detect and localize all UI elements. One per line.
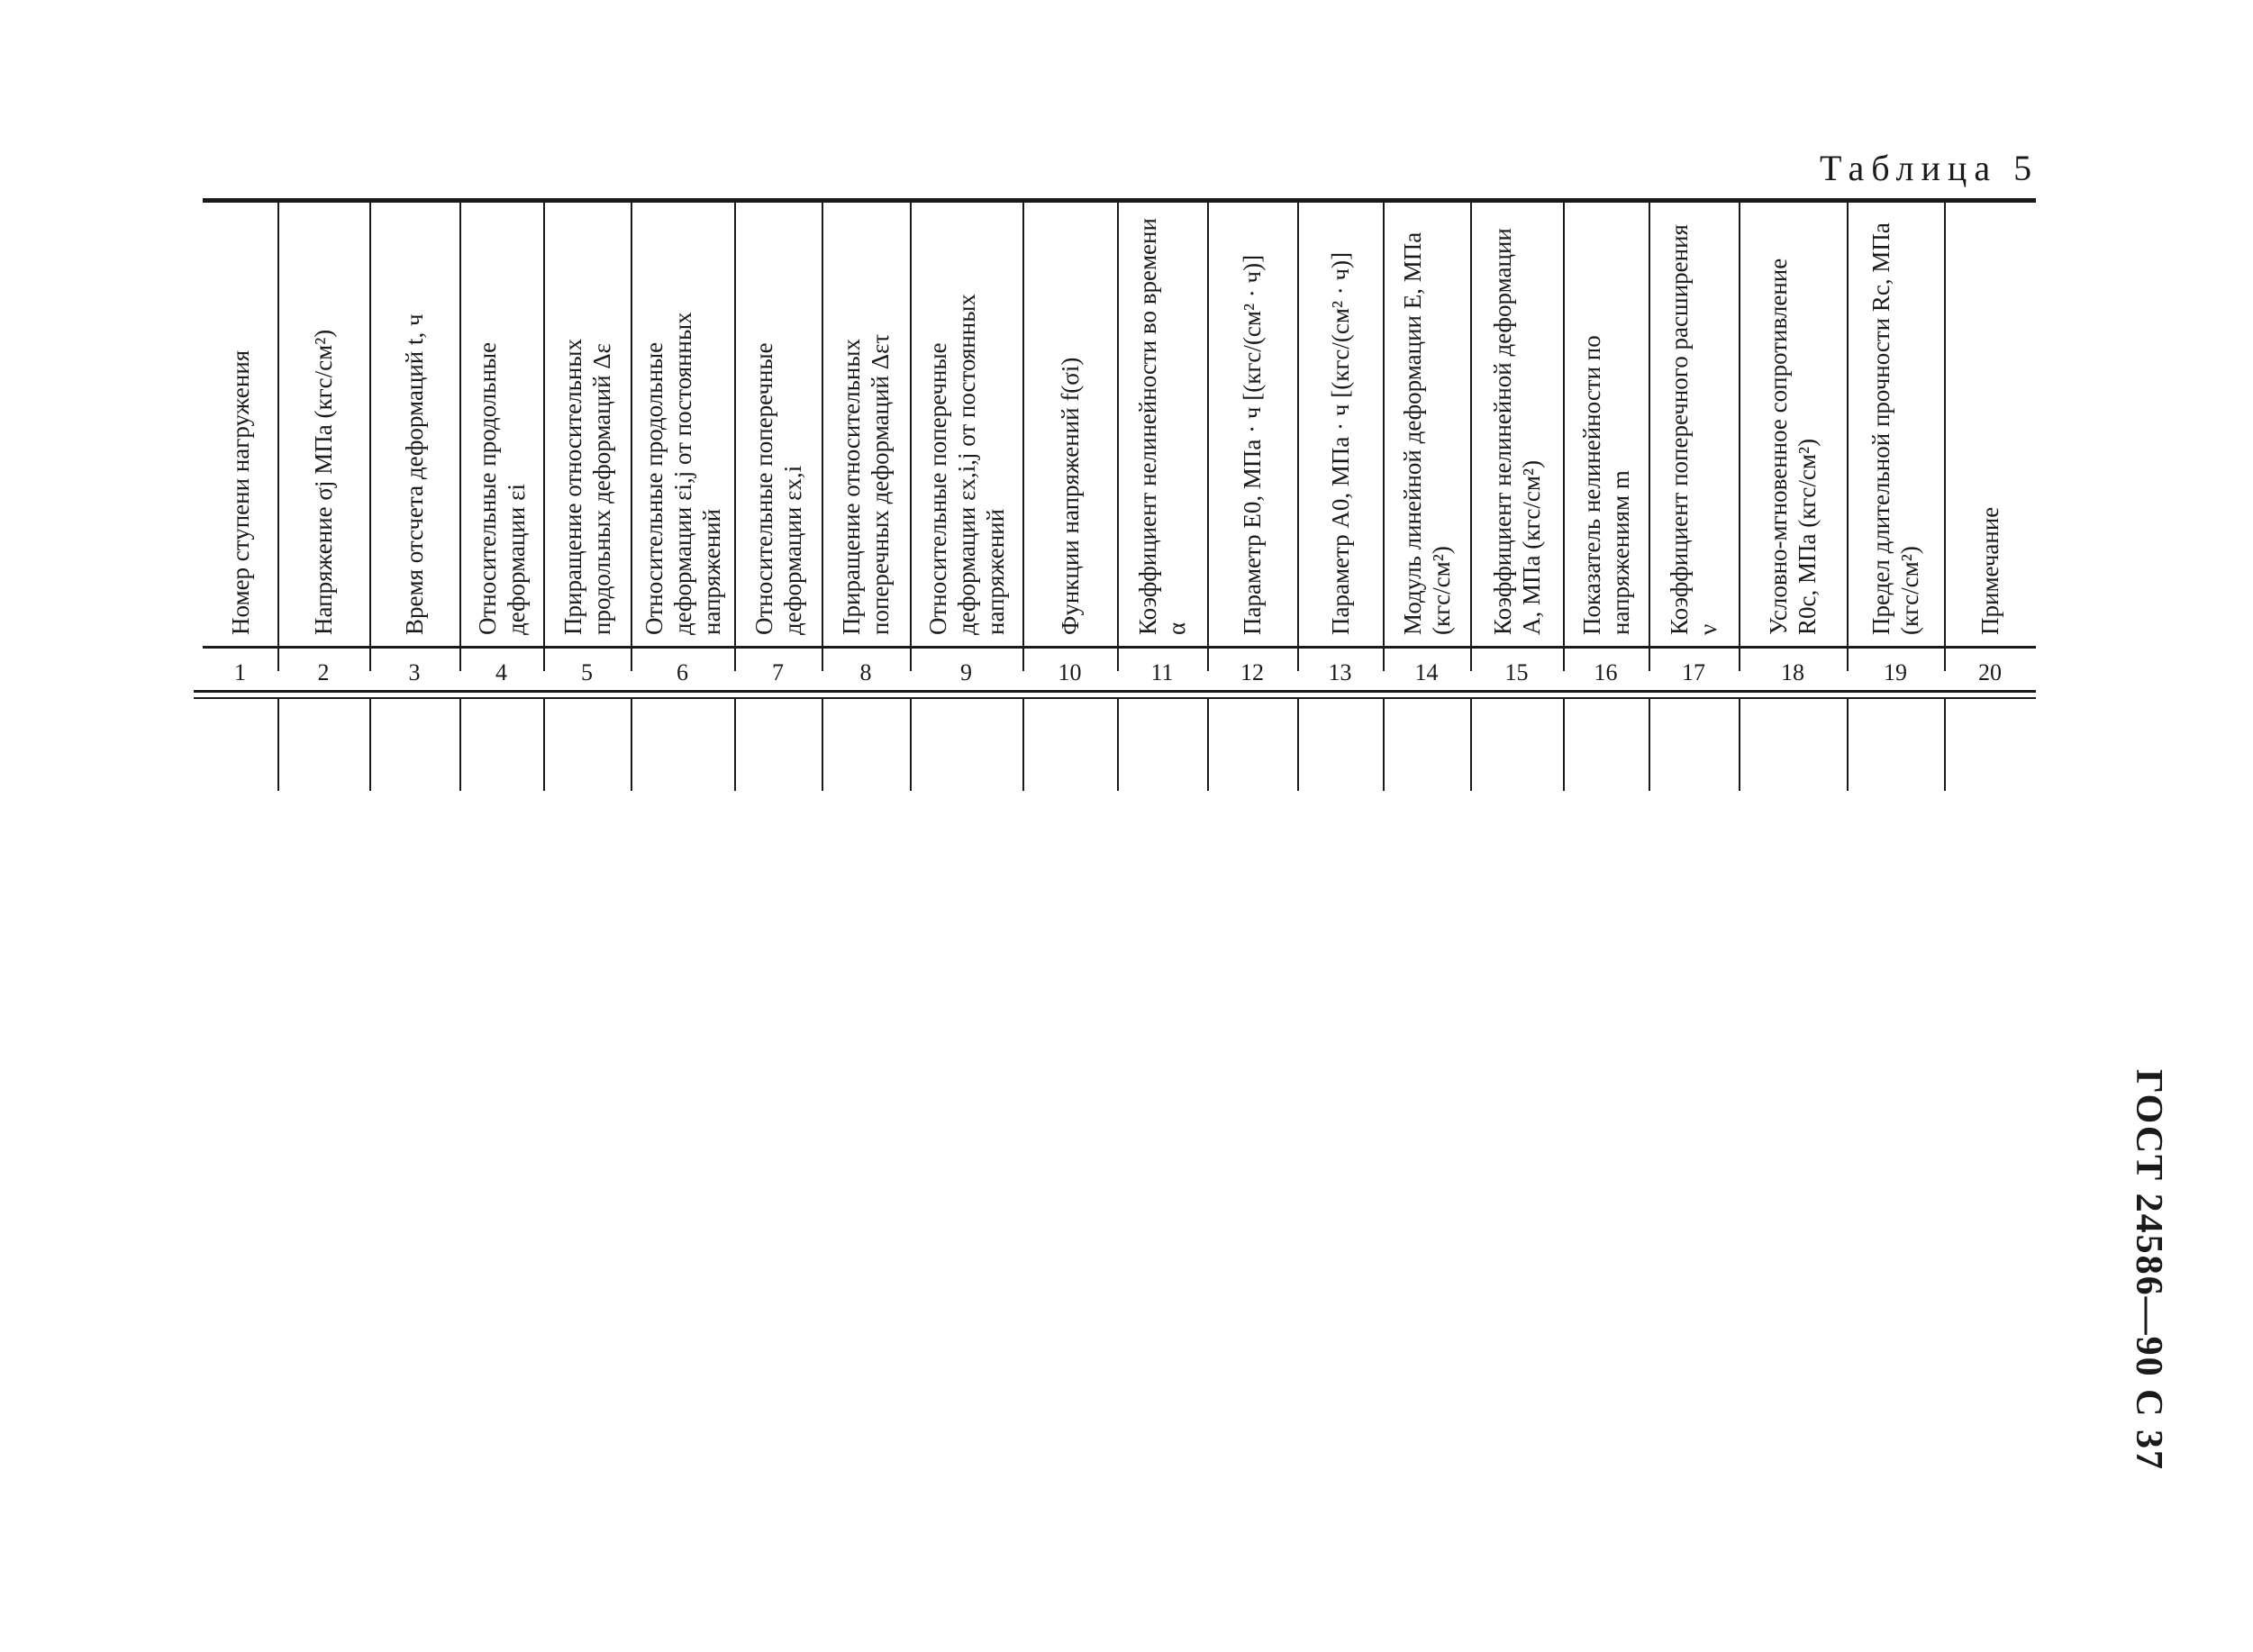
column-divider bbox=[1297, 699, 1299, 791]
column-divider bbox=[369, 203, 371, 671]
column-divider bbox=[1383, 203, 1385, 671]
column-number-11: 11 bbox=[1150, 659, 1174, 685]
column-divider bbox=[369, 699, 371, 791]
number-row-rule bbox=[194, 690, 2036, 693]
column-header-text: Показатель нелинейности по напряжениям m bbox=[1577, 335, 1634, 635]
column-divider bbox=[277, 203, 279, 671]
column-divider bbox=[1739, 203, 1740, 671]
column-header-text: Модуль линейной деформации E, МПа (кгс/см²) bbox=[1398, 231, 1455, 635]
column-header-text: Примечание bbox=[1976, 506, 2003, 635]
column-number-5: 5 bbox=[581, 659, 593, 685]
table-top-rule bbox=[203, 198, 2036, 203]
column-number-9: 9 bbox=[960, 659, 972, 685]
column-divider bbox=[459, 203, 461, 671]
column-header-text: Время отсчета деформаций t, ч bbox=[401, 313, 428, 635]
column-divider bbox=[543, 699, 545, 791]
column-divider bbox=[1847, 699, 1849, 791]
column-divider bbox=[910, 699, 912, 791]
column-header-text: Приращение относительных поперечных деформаций Δετ bbox=[838, 333, 894, 635]
column-divider bbox=[543, 203, 545, 671]
column-divider bbox=[1649, 203, 1650, 671]
column-divider bbox=[734, 699, 736, 791]
column-number-14: 14 bbox=[1414, 659, 1439, 685]
column-divider bbox=[277, 699, 279, 791]
column-divider bbox=[1383, 699, 1385, 791]
column-header-text: Функции напряжений f(σi) bbox=[1056, 357, 1084, 635]
number-row-rule-double bbox=[194, 697, 2036, 699]
column-divider bbox=[1470, 699, 1472, 791]
column-divider bbox=[1847, 203, 1849, 671]
column-divider bbox=[631, 203, 632, 671]
column-header-6 bbox=[631, 207, 734, 640]
column-header-text: Параметр E0, МПа · ч [(кгс/(см² · ч)] bbox=[1239, 254, 1266, 635]
column-number-6: 6 bbox=[677, 659, 688, 685]
column-header-text: Коэффициент поперечного расширения ν bbox=[1666, 224, 1722, 635]
column-number-16: 16 bbox=[1594, 659, 1618, 685]
column-divider bbox=[1739, 699, 1740, 791]
column-divider bbox=[1563, 203, 1565, 671]
column-number-15: 15 bbox=[1504, 659, 1529, 685]
column-number-7: 7 bbox=[772, 659, 784, 685]
column-number-20: 20 bbox=[1978, 659, 2002, 685]
column-divider bbox=[1117, 203, 1119, 671]
column-divider bbox=[631, 699, 632, 791]
document-side-label bbox=[2117, 1068, 2180, 1472]
column-divider bbox=[1117, 699, 1119, 791]
column-header-20 bbox=[1944, 207, 2036, 640]
column-header-3 bbox=[369, 207, 459, 640]
column-header-13 bbox=[1297, 207, 1383, 640]
column-header-16 bbox=[1563, 207, 1649, 640]
column-divider bbox=[1649, 699, 1650, 791]
column-header-text: Относительные продольные деформации εi,j от постоянных напряжений bbox=[640, 312, 725, 635]
column-number-12: 12 bbox=[1240, 659, 1264, 685]
column-number-3: 3 bbox=[408, 659, 421, 685]
gost-page-label: ГОСТ 24586—90 С 37 bbox=[2128, 1068, 2169, 1472]
column-header-text: Параметр A0, МПа · ч [(кгс/(см² · ч)] bbox=[1326, 251, 1354, 635]
column-header-9 bbox=[910, 207, 1022, 640]
column-divider bbox=[1022, 203, 1024, 671]
table-title: Таблица 5 bbox=[1820, 148, 2040, 188]
column-header-text: Коэффициент нелинейной деформации A, МПа (кгс/см²) bbox=[1488, 228, 1545, 635]
column-header-text: Относительные поперечные деформации εx,i bbox=[749, 342, 806, 635]
column-header-15 bbox=[1470, 207, 1563, 640]
column-divider bbox=[822, 699, 823, 791]
column-header-2 bbox=[277, 207, 369, 640]
column-header-12 bbox=[1207, 207, 1297, 640]
column-divider bbox=[1297, 203, 1299, 671]
column-number-1: 1 bbox=[234, 659, 246, 685]
column-header-18 bbox=[1739, 207, 1847, 640]
column-header-10 bbox=[1022, 207, 1117, 640]
column-divider bbox=[1022, 699, 1024, 791]
column-header-text: Относительные поперечные деформации εx,i,j от постоянных напряжений bbox=[923, 294, 1009, 635]
column-divider bbox=[459, 699, 461, 791]
column-divider bbox=[1207, 203, 1209, 671]
column-divider bbox=[1207, 699, 1209, 791]
column-header-text: Приращение относительных продольных деформаций Δε bbox=[559, 339, 615, 635]
column-number-17: 17 bbox=[1682, 659, 1705, 685]
column-header-text: Напряжение σj МПа (кгс/см²) bbox=[310, 329, 337, 635]
column-divider bbox=[822, 203, 823, 671]
column-header-text: Номер ступени нагружения bbox=[226, 349, 254, 635]
column-header-19 bbox=[1847, 207, 1944, 640]
column-header-11 bbox=[1117, 207, 1207, 640]
column-header-7 bbox=[734, 207, 822, 640]
column-header-text: Условно-мгновенное сопротивление R0c, МПа (кгс/см²) bbox=[1765, 258, 1821, 635]
column-header-text: Предел длительной прочности Rc, МПа (кгс/см²) bbox=[1867, 222, 1923, 635]
column-header-1 bbox=[203, 207, 277, 640]
header-separator-rule bbox=[203, 646, 2036, 649]
column-header-5 bbox=[543, 207, 631, 640]
column-number-18: 18 bbox=[1781, 659, 1804, 685]
column-header-text: Относительные продольные деформации εi bbox=[473, 341, 530, 635]
column-header-text: Коэффициент нелинейности во времени α bbox=[1134, 218, 1190, 635]
column-divider bbox=[1563, 699, 1565, 791]
column-number-4: 4 bbox=[495, 659, 507, 685]
column-divider bbox=[910, 203, 912, 671]
column-header-4 bbox=[459, 207, 543, 640]
column-divider bbox=[1470, 203, 1472, 671]
column-header-14 bbox=[1383, 207, 1470, 640]
column-number-2: 2 bbox=[317, 659, 330, 685]
column-divider bbox=[734, 203, 736, 671]
column-number-19: 19 bbox=[1884, 659, 1907, 685]
column-number-13: 13 bbox=[1328, 659, 1352, 685]
column-number-10: 10 bbox=[1058, 659, 1082, 685]
column-divider bbox=[1944, 699, 1946, 791]
column-header-8 bbox=[822, 207, 910, 640]
column-number-8: 8 bbox=[859, 659, 872, 685]
column-header-17 bbox=[1649, 207, 1739, 640]
column-divider bbox=[1944, 203, 1946, 671]
